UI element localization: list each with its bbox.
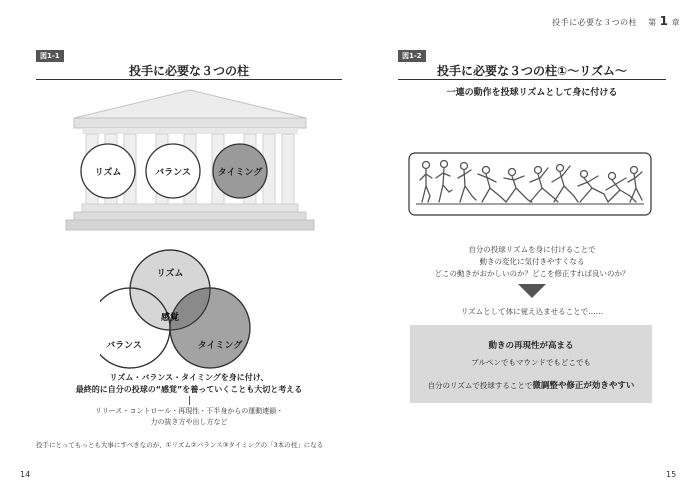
temple-diagram [60,88,320,240]
fig-label-left: 図1-1 [36,50,64,62]
pillar-circle-balance [146,144,200,198]
pillar-label-rhythm: リズム [94,168,122,178]
figure-caption: 投手にとってもっとも大事にすべきなのが、①リズム②バランス③タイミングの「3本の柱」になる [36,441,324,449]
right-figure-title: 投手に必要な３つの柱①〜リズム〜 [437,64,627,78]
result-box-line-2 [410,373,652,392]
left-figure-title: 投手に必要な３つの柱 [128,64,249,78]
venn-label-rhythm: リズム [156,269,184,279]
pillar-circle-rhythm [81,144,135,198]
chapter-number: 1 [659,14,669,28]
right-subtitle: 一連の動作を投球リズムとして身に付ける [446,88,618,98]
venn-diagram [100,248,280,370]
pitching-sequence-illustration [408,152,652,216]
temple-base [66,204,314,230]
venn-label-timing: タイミング [197,341,243,351]
explain-line-3: どこの動きがおかしいのか？どこを修正すれば良いのか？ [434,269,630,278]
running-head-title: 投手に必要な３つの柱 [552,18,638,27]
chapter-suffix: 章 [671,18,680,27]
venn-label-balance: バランス [106,341,142,351]
result-box-title: 動きの再現性が高まる [488,341,574,351]
result-box [410,325,652,403]
running-head [552,14,680,28]
left-title-rule [36,79,342,80]
page-number-left: 14 [20,470,31,479]
pillar-circle-timing [213,144,267,198]
chapter-prefix: 第 [648,18,657,27]
result-box-line-1: ブルペンでもマウンドでもどこでも [471,358,591,367]
temple-roof [74,90,306,128]
page-number-right: 15 [666,470,677,479]
explain-line-2: 動きの変化に気付きやすくなる [479,257,585,266]
pillar-label-balance: バランス [155,168,191,178]
pillar-label-timing: タイミング [217,168,263,178]
result-box-line-2a: 自分のリズムで投球することで [427,381,533,390]
detail-line-1: リリース・コントロール・再現性・下半身からの運動連鎖・ [94,407,284,415]
explain-line-1: 自分の投球リズムを身に付けることで [468,245,596,254]
fig-label-right: 図1-2 [398,50,426,62]
summary-connector [189,396,190,405]
summary-line-1: リズム・バランス・タイミングを身に付け、 [109,373,269,382]
summary-line-2: 最終的に自分の投球の“感覚”を養っていくことも大切と考える [75,385,303,394]
result-box-line-2b: 微調整や修正が効きやすい [532,381,635,391]
detail-line-2: 力の抜き方や出し方など [150,418,228,426]
venn-label-center: 感覚 [160,313,180,323]
right-title-rule [398,79,666,80]
down-arrow-icon [518,284,546,298]
bridge-text: リズムとして体に覚え込ませることで…… [460,307,604,316]
